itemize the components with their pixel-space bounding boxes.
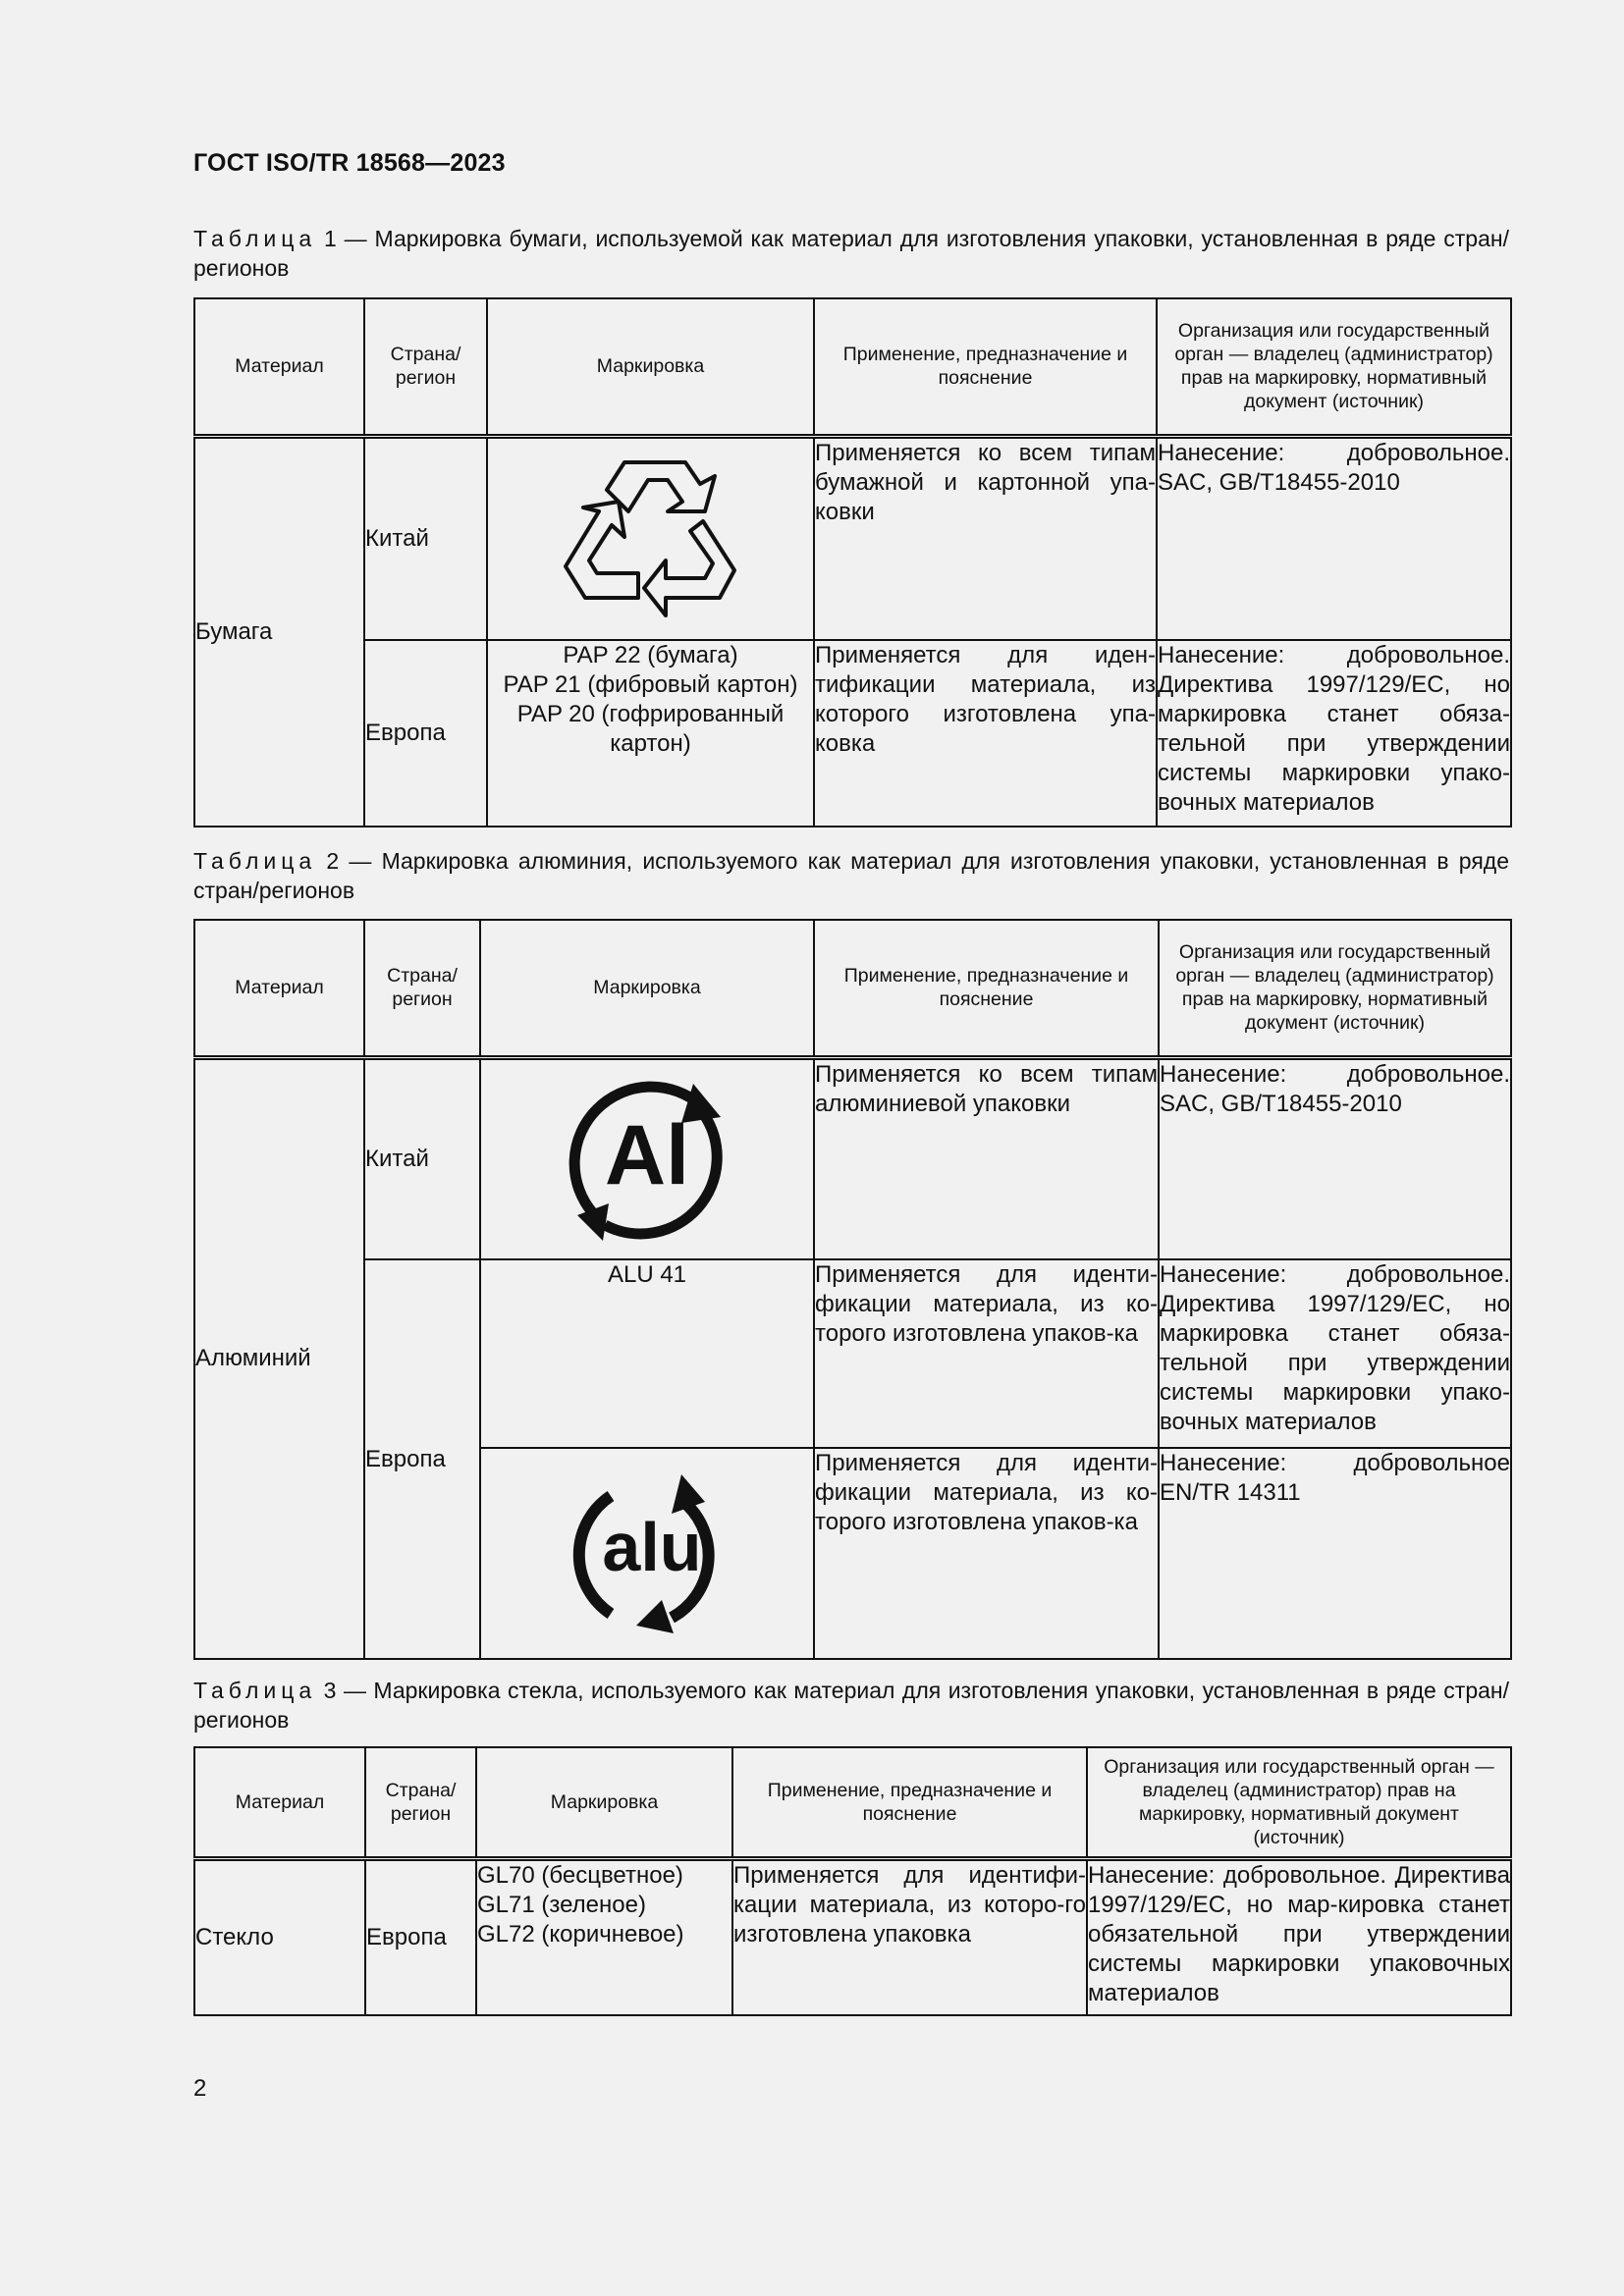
- marking-cell: [480, 1448, 814, 1659]
- recycling-triangle-icon: [558, 451, 744, 627]
- application-cell: Применяется ко всем типам бумажной и картонной упа-ковки: [814, 436, 1157, 640]
- table-row: [194, 1259, 1511, 1448]
- country-cell: Китай: [364, 1057, 480, 1259]
- marking-line: GL71 (зеленое): [477, 1891, 646, 1918]
- alu-symbol-text: alu: [602, 1508, 702, 1585]
- organization-cell: Нанесение: добровольное. Директива 1997/129/EC, но маркировка станет обяза-тельной при утверждении системы маркировки упако-вочных материалов: [1157, 640, 1511, 827]
- organization-cell: Нанесение: добровольное. SAC, GB/T18455-2010: [1159, 1057, 1511, 1259]
- organization-cell: Нанесение: добровольное. SAC, GB/T18455-2010: [1157, 436, 1511, 640]
- al-recycling-icon: [554, 1066, 740, 1253]
- table-paper: [193, 297, 1512, 828]
- organization-cell: Нанесение: добровольное. Директива 1997/129/EC, но маркировка станет обяза-тельной при утверждении системы маркировки упако-вочных материалов: [1159, 1259, 1511, 1448]
- header-material: Материал: [194, 1747, 365, 1858]
- marking-line: GL72 (коричневое): [477, 1920, 684, 1948]
- caption-text: 3 — Маркировка стекла, используемого как материал для изготовления упаковки, установленная в ряде стран/регионов: [193, 1678, 1509, 1733]
- application-cell: Применяется для иден-тификации материала, из которого изготовлена упа-ковка: [814, 640, 1157, 827]
- marking-line: GL70 (бесцветное): [477, 1861, 683, 1889]
- marking-cell: [480, 1057, 814, 1259]
- header-country: Страна/ регион: [365, 1747, 476, 1858]
- country-cell: Европа: [364, 640, 487, 827]
- application-cell: Применяется для иденти-фикации материала, из ко-торого изготовлена упаков-ка: [814, 1448, 1159, 1659]
- caption-text: 2 — Маркировка алюминия, используемого как материал для изготовления упаковки, установленная в ряде стран/регионов: [193, 848, 1509, 903]
- al-symbol-text: Al: [605, 1107, 689, 1202]
- header-application: Применение, предназначение и пояснение: [732, 1747, 1087, 1858]
- table-glass: [193, 1746, 1512, 2016]
- table2-caption: [193, 846, 1509, 905]
- marking-cell: [476, 1858, 732, 2015]
- marking-cell: [487, 436, 814, 640]
- header-application: Применение, предназначение и пояснение: [814, 298, 1157, 436]
- caption-lead: Таблица: [193, 1678, 317, 1703]
- marking-cell: [487, 640, 814, 827]
- application-cell: Применяется ко всем типам алюминиевой упаковки: [814, 1057, 1159, 1259]
- header-organization: Организация или государственный орган — владелец (администратор) прав на маркировку, нормативный документ (источник): [1159, 920, 1511, 1057]
- header-material: Материал: [194, 298, 364, 436]
- material-cell: Бумага: [194, 436, 364, 827]
- country-cell: Китай: [364, 436, 487, 640]
- header-material: Материал: [194, 920, 364, 1057]
- country-cell: Европа: [364, 1259, 480, 1659]
- country-cell: Европа: [365, 1858, 476, 2015]
- header-organization: Организация или государственный орган — владелец (администратор) прав на маркировку, нормативный документ (источник): [1087, 1747, 1511, 1858]
- table-row: [194, 640, 1511, 827]
- caption-text: 1 — Маркировка бумаги, используемой как материал для изготовления упаковки, установленная в ряде стран/регионов: [193, 226, 1509, 281]
- application-cell: Применяется для идентифи-кации материала, из которо-го изготовлена упаковка: [732, 1858, 1087, 2015]
- organization-cell: Нанесение: добровольное. Директива 1997/129/EC, но мар-кировка станет обязательной при утверждении системы маркировки упаковочных материалов: [1087, 1858, 1511, 2015]
- header-country: Страна/ регион: [364, 298, 487, 436]
- organization-cell: Нанесение: добровольное EN/TR 14311: [1159, 1448, 1511, 1659]
- table-row: [194, 1057, 1511, 1259]
- page-number: 2: [193, 2075, 207, 2102]
- table-aluminium: [193, 919, 1512, 1660]
- header-organization: Организация или государственный орган — владелец (администратор) прав на маркировку, нормативный документ (источник): [1157, 298, 1511, 436]
- material-cell: Стекло: [194, 1858, 365, 2015]
- document-code: ГОСТ ISO/TR 18568—2023: [193, 149, 506, 177]
- marking-line: PAP 20 (гофрированный картон): [516, 701, 785, 757]
- application-cell: Применяется для иденти-фикации материала, из ко-торого изготовлена упаков-ка: [814, 1259, 1159, 1448]
- table3-caption: [193, 1676, 1509, 1735]
- header-application: Применение, предназначение и пояснение: [814, 920, 1159, 1057]
- table-row: [194, 1858, 1511, 2015]
- caption-lead: Таблица: [193, 226, 317, 251]
- alu-recycling-icon: [554, 1461, 740, 1647]
- header-marking: Маркировка: [480, 920, 814, 1057]
- header-marking: Маркировка: [487, 298, 814, 436]
- material-cell: Алюминий: [194, 1057, 364, 1659]
- table1-caption: [193, 224, 1509, 283]
- marking-cell: ALU 41: [480, 1259, 814, 1448]
- caption-lead: Таблица: [193, 848, 317, 874]
- marking-line: PAP 21 (фибровый картон): [503, 671, 798, 698]
- marking-line: PAP 22 (бумага): [563, 642, 738, 668]
- table-row: [194, 436, 1511, 640]
- header-country: Страна/ регион: [364, 920, 480, 1057]
- header-marking: Маркировка: [476, 1747, 732, 1858]
